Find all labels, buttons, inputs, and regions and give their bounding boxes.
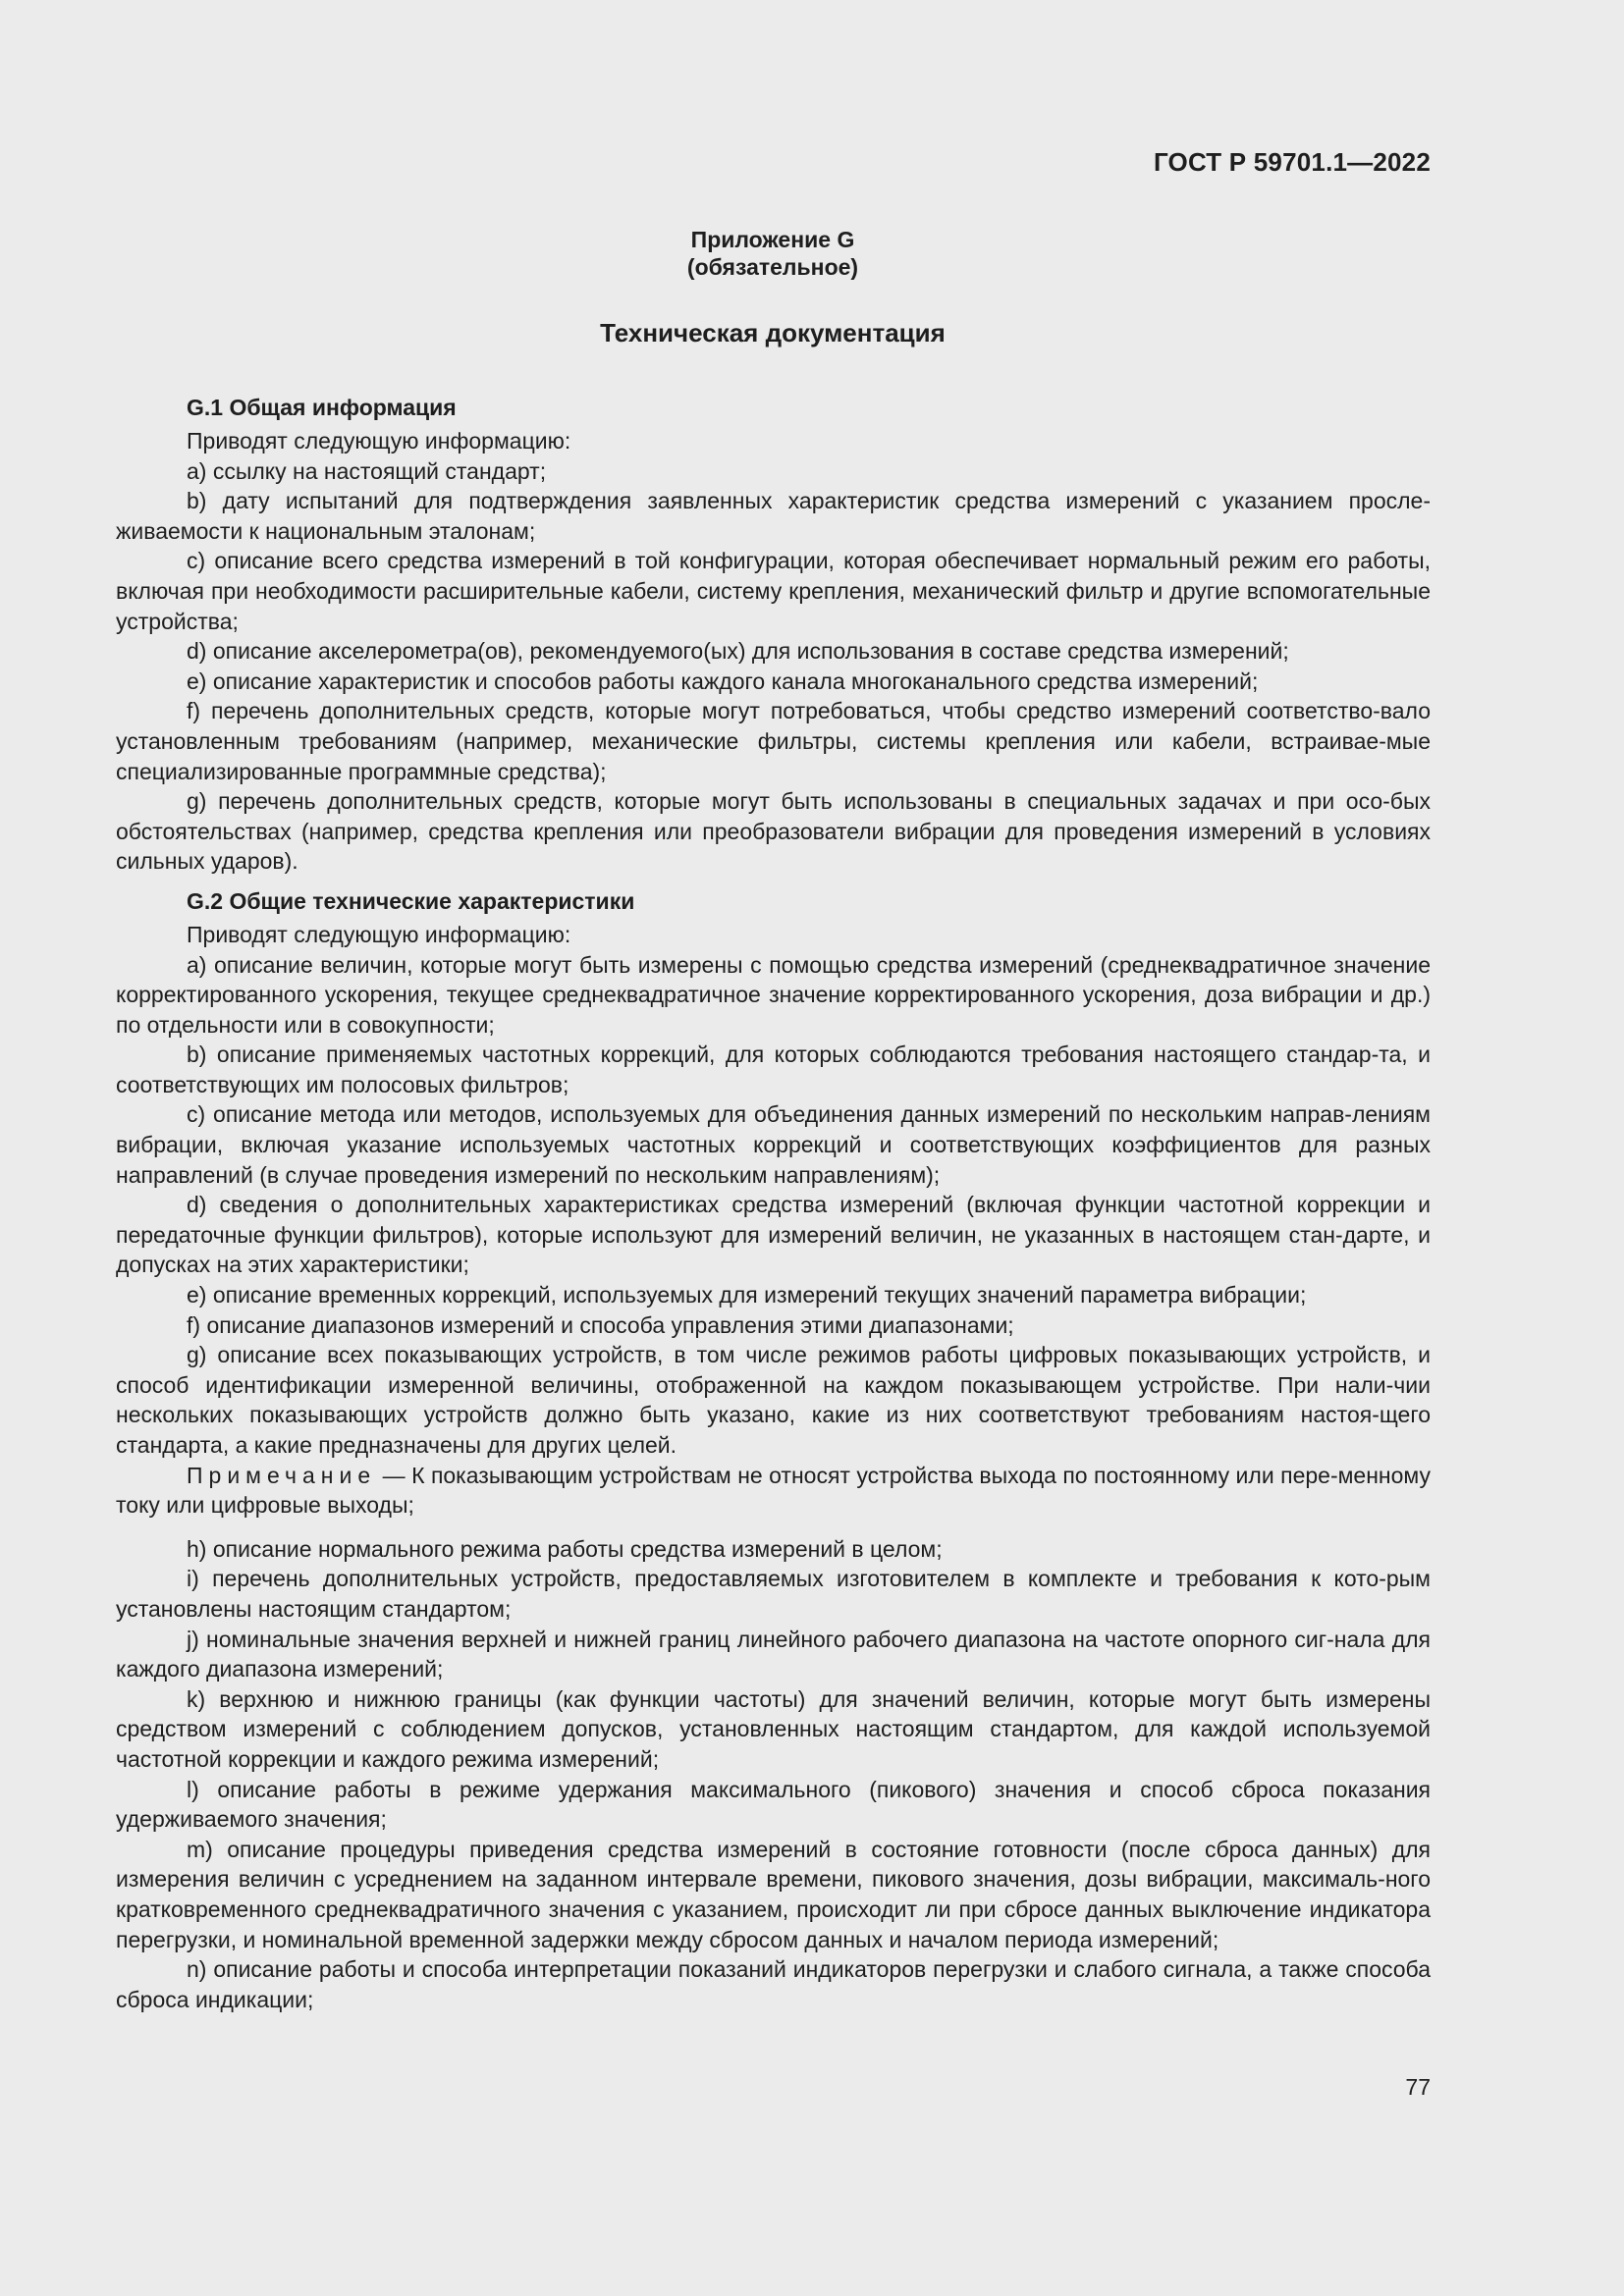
list-item: c) описание всего средства измерений в той конфигурации, которая обеспечивает нормальный режим его работы, включая при необходимости расширительные кабели, систему крепления, механический фильтр и другие вспомогательные устройства; bbox=[116, 548, 1431, 634]
list-item: c) описание метода или методов, используемых для объединения данных измерений по нескольким направ-лениям вибрации, включая указание используемых частотных коррекций и соответствующих коэффициентов для разных направлений (в случае проведения измерений по нескольким направлениям); bbox=[116, 1101, 1431, 1188]
list-item: d) описание акселерометра(ов), рекомендуемого(ых) для использования в составе средства измерений; bbox=[187, 638, 1289, 665]
note-label: Примечание bbox=[187, 1462, 377, 1488]
note-text: — К показывающим устройствам не относят устройства выхода по постоянному или пере-менному току или цифровые выходы; bbox=[116, 1462, 1431, 1519]
list-item: b) дату испытаний для подтверждения заявленных характеристик средства измерений с указанием просле-живаемости к национальным эталонам; bbox=[116, 488, 1431, 544]
section-title: G.1 Общая информация bbox=[187, 395, 457, 420]
section-intro: Приводят следующую информацию: bbox=[187, 921, 571, 947]
list-item: e) описание временных коррекций, используемых для измерений текущих значений параметра вибрации; bbox=[187, 1282, 1307, 1308]
list-item: m) описание процедуры приведения средства измерений в состояние готовности (после сброса данных) для измерения величин с усреднением на заданном интервале времени, пикового значения, дозы вибрации, максималь-ного кратковременного среднеквадратичного значения с указанием, происходит ли при сбросе данных выключение индикатора перегрузки, и номинальной временной задержки между сбросом данных и началом периода измерений; bbox=[116, 1836, 1431, 1952]
page-number: 77 bbox=[1405, 2074, 1431, 2100]
list-item: j) номинальные значения верхней и нижней границ линейного рабочего диапазона на частоте опорного сиг-нала для каждого диапазона измерений; bbox=[116, 1626, 1431, 1682]
list-item: i) перечень дополнительных устройств, предоставляемых изготовителем в комплекте и требования к кото-рым установлены настоящим стандартом; bbox=[116, 1566, 1431, 1622]
section-title: G.2 Общие технические характеристики bbox=[187, 887, 635, 914]
list-item: d) сведения о дополнительных характеристиках средства измерений (включая функции частотной коррекции и передаточные функции фильтров), которые используют для измерений величин, не указанных в настоящем стан-дарте, и допусках на этих характеристики; bbox=[116, 1192, 1431, 1278]
list-item: a) описание величин, которые могут быть измерены с помощью средства измерений (среднеквадратичное значение корректированного ускорения, текущее среднеквадратичное значение корректированного ускорения, доза вибрации и др.) по отдельности или в совокупности; bbox=[116, 951, 1431, 1038]
note bbox=[116, 1461, 1431, 1521]
annex-status: (обязательное) bbox=[686, 254, 859, 280]
annex-heading bbox=[0, 226, 1545, 281]
section-g2 bbox=[116, 886, 1431, 2014]
annex-title: Приложение G bbox=[690, 227, 855, 252]
standard-code: ГОСТ Р 59701.1—2022 bbox=[1153, 147, 1431, 177]
list-item: h) описание нормального режима работы средства измерений в целом; bbox=[187, 1535, 943, 1562]
list-item: b) описание применяемых частотных коррекций, для которых соблюдаются требования настоящего стандар-та, и соответствующих им полосовых фильтров; bbox=[116, 1041, 1431, 1097]
list-item: a) ссылку на настоящий стандарт; bbox=[187, 457, 547, 484]
section-intro: Приводят следующую информацию: bbox=[187, 428, 571, 454]
list-item: l) описание работы в режиме удержания максимального (пикового) значения и способ сброса показания удерживаемого значения; bbox=[116, 1776, 1431, 1833]
list-item: n) описание работы и способа интерпретации показаний индикаторов перегрузки и слабого сигнала, а также способа сброса индикации; bbox=[116, 1956, 1431, 2012]
list-item: g) описание всех показывающих устройств, в том числе режимов работы цифровых показывающих устройств, и способ идентификации измеренной величины, отображенной на каждом показывающем устройстве. При нали-чии нескольких показывающих устройств должно быть указано, какие из них соответствуют требованиям настоя-щего стандарта, а какие предназначены для других целей. bbox=[116, 1342, 1431, 1458]
list-item: e) описание характеристик и способов работы каждого канала многоканального средства измерений; bbox=[187, 667, 1259, 694]
list-item: k) верхнюю и нижнюю границы (как функции частоты) для значений величин, которые могут быть измерены средством измерений с соблюдением допусков, установленных настоящим стандартом, для каждой используемой частотной коррекции и каждого режима измерений; bbox=[116, 1685, 1431, 1772]
list-item: f) описание диапазонов измерений и способа управления этими диапазонами; bbox=[187, 1311, 1014, 1338]
list-item: g) перечень дополнительных средств, которые могут быть использованы в специальных задачах и при осо-бых обстоятельствах (например, средства крепления или преобразователи вибрации для проведения измерений в условиях сильных ударов). bbox=[116, 788, 1431, 875]
list-continuation bbox=[116, 1534, 1431, 2015]
list-item: f) перечень дополнительных средств, которые могут потребоваться, чтобы средство измерений соответство-вало установленным требованиям (например, механические фильтры, системы крепления или кабели, встраивае-мые специализированные программные средства); bbox=[116, 698, 1431, 784]
section-g1 bbox=[116, 393, 1431, 877]
document-title: Техническая документация bbox=[600, 318, 946, 347]
document-body bbox=[116, 393, 1431, 2014]
